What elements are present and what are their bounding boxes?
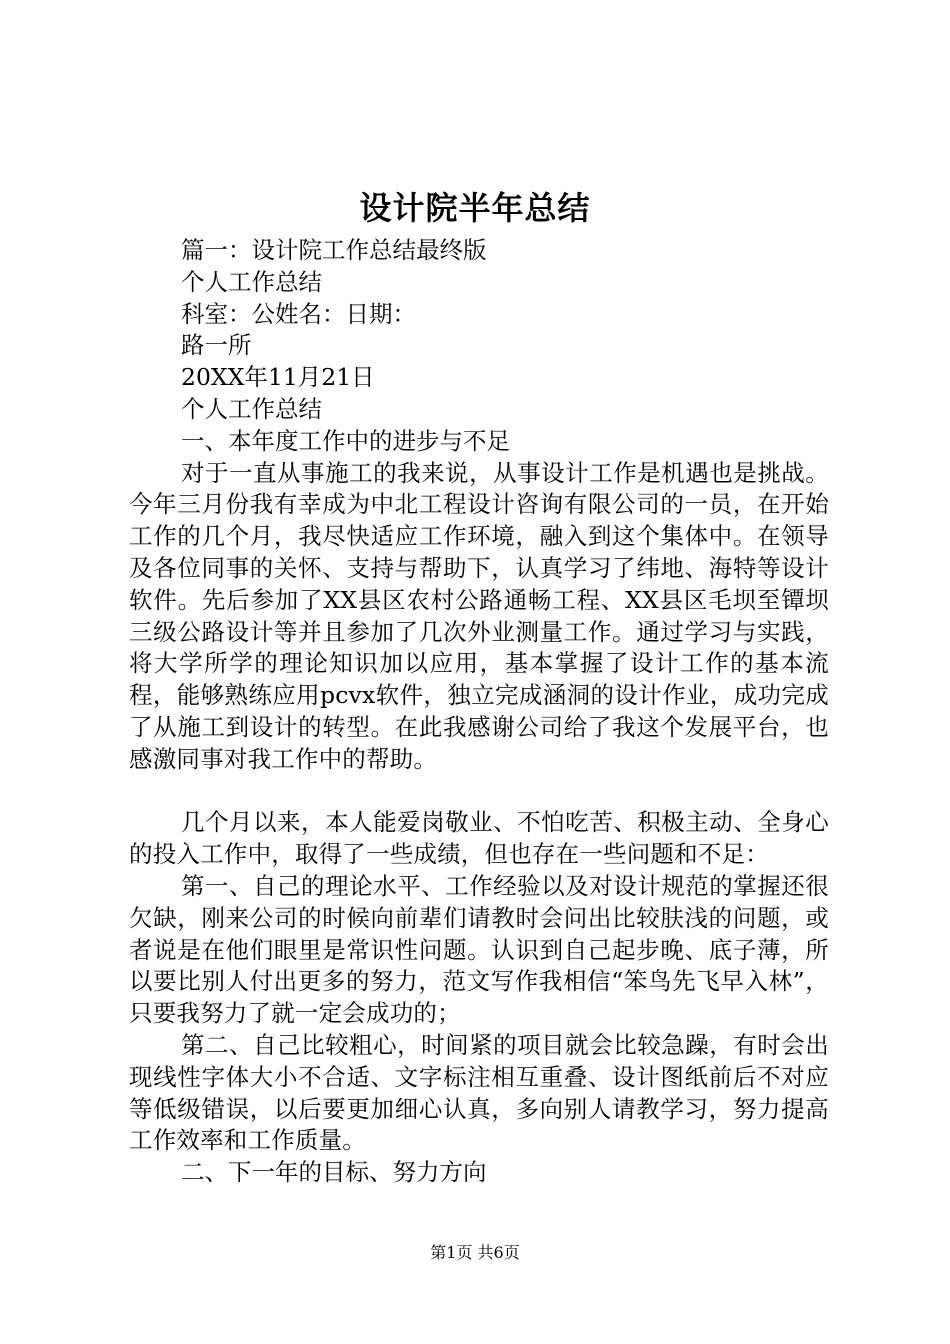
body-paragraph: 第一、自己的理论水平、工作经验以及对设计规范的掌握还很欠缺，刚来公司的时候向前辈们请教时会问出比较肤浅的问题，或者说是在他们眼里是常识性问题。认识到自己起步晚、底子薄，所以要比别人付出更多的努力，范文写作我相信“笨鸟先飞早入林”，只要我努力了就一定会成功的； bbox=[129, 871, 829, 1028]
section-heading: 二、下一年的目标、努力方向 bbox=[181, 1158, 487, 1187]
body-paragraph: 对于一直从事施工的我来说，从事设计工作是机遇也是挑战。今年三月份我有幸成为中北工程设计咨询有限公司的一员，在开始工作的几个月，我尽快适应工作环境，融入到这个集体中。在领导及各位同事的关怀、支持与帮助下，认真学习了纬地、海特等设计软件。先后参加了XX县区农村公路通畅工程、XX县区毛坝至镡坝三级公路设计等并且参加了几次外业测量工作。通过学习与实践，将大学所学的理论知识加以应用，基本掌握了设计工作的基本流程，能够熟练应用pcvx软件，独立完成涵洞的设计作业，成功完成了从施工到设计的转型。在此我感谢公司给了我这个发展平台，也感激同事对我工作中的帮助。 bbox=[129, 458, 829, 773]
subtitle-line: 个人工作总结 bbox=[181, 394, 322, 423]
document-body bbox=[129, 235, 829, 1189]
body-paragraph: 几个月以来，本人能爱岗敬业、不怕吃苦、积极主动、全身心的投入工作中，取得了一些成绩，但也存在一些问题和不足： bbox=[129, 808, 829, 869]
info-fields-line: 科室：公姓名：日期： bbox=[181, 299, 416, 328]
page-number: 第1页 共6页 bbox=[430, 1243, 520, 1262]
body-paragraph: 第二、自己比较粗心，时间紧的项目就会比较急躁，有时会出现线性字体大小不合适、文字标注相互重叠、设计图纸前后不对应等低级错误，以后要更加细心认真，多向别人请教学习，努力提高工作效率和工作质量。 bbox=[129, 1030, 829, 1155]
date-line: 20XX年11月21日 bbox=[181, 363, 375, 392]
section-heading: 一、本年度工作中的进步与不足 bbox=[181, 426, 510, 455]
document-title: 设计院半年总结 bbox=[359, 189, 591, 227]
section-heading: 篇一：设计院工作总结最终版 bbox=[181, 236, 487, 264]
department-line: 路一所 bbox=[181, 331, 252, 360]
subtitle-line: 个人工作总结 bbox=[181, 267, 322, 296]
paragraph-gap bbox=[129, 776, 829, 808]
